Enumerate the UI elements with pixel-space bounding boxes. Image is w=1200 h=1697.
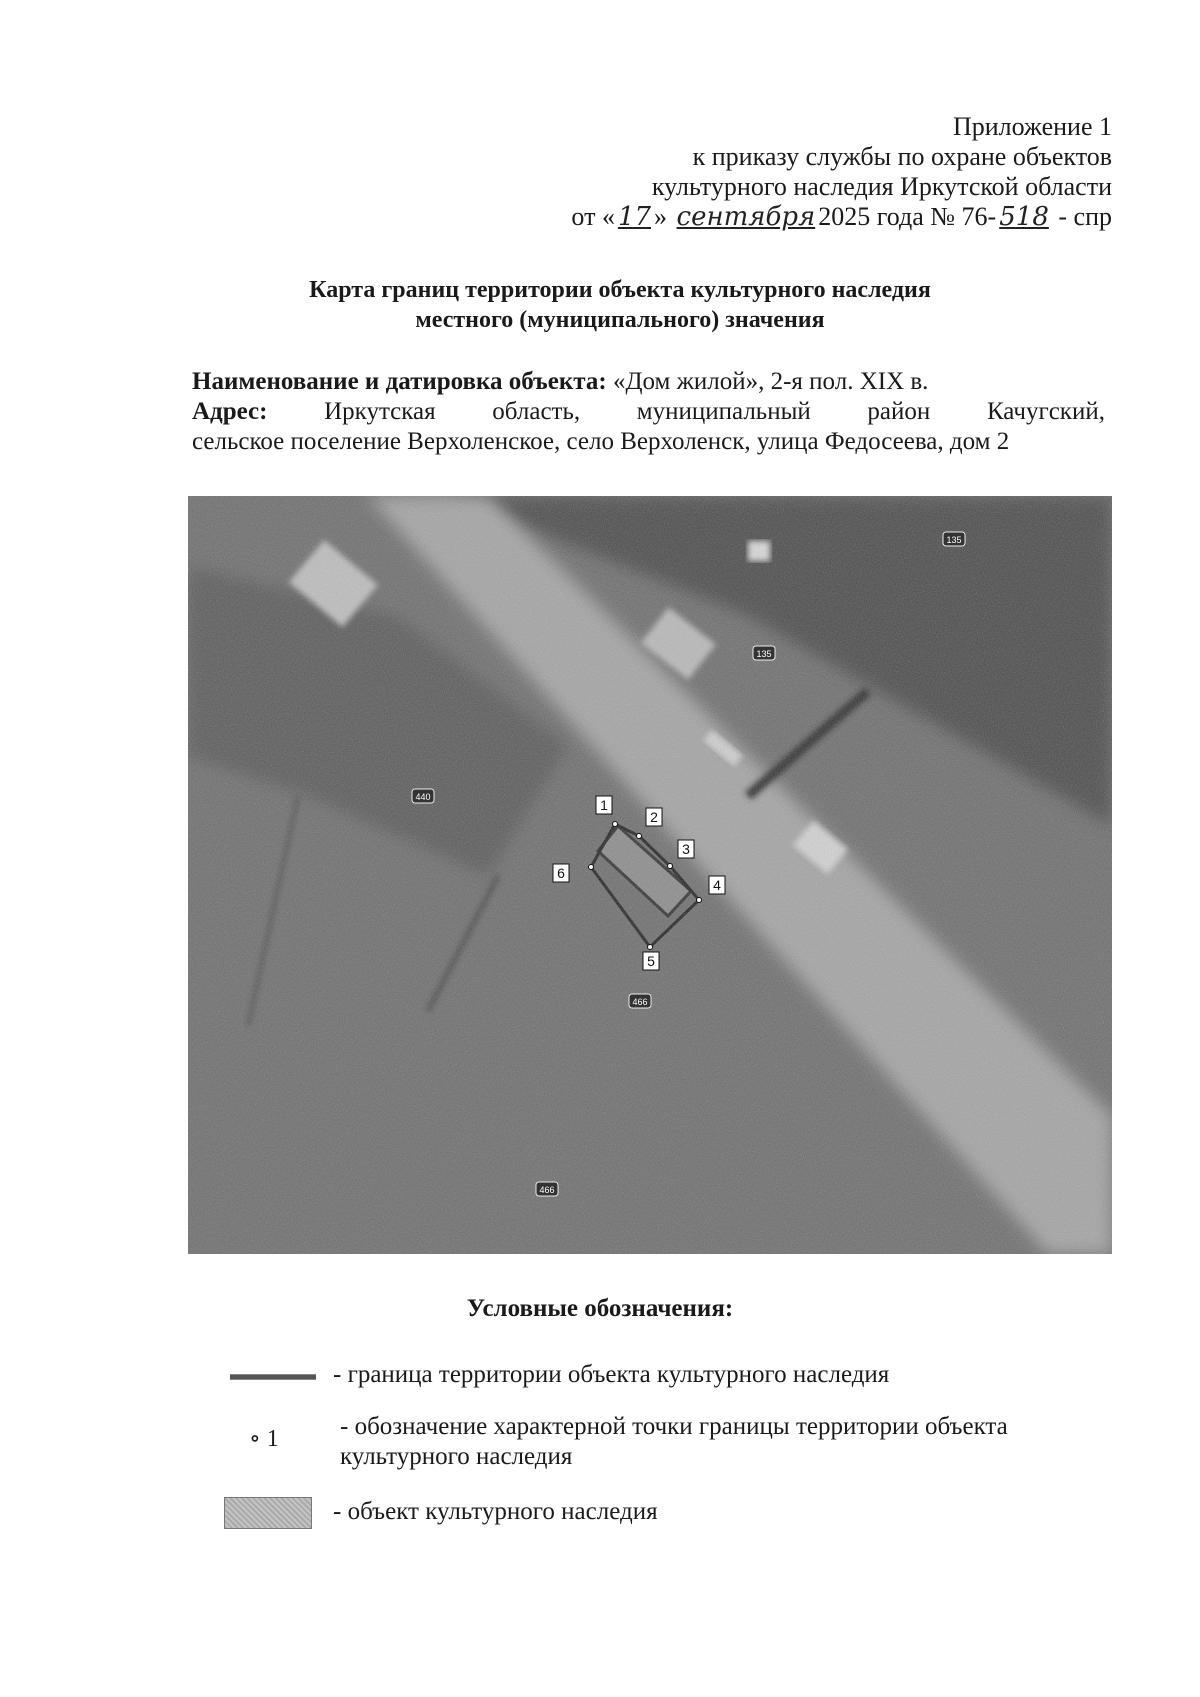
address-row — [192, 397, 1105, 427]
parcel-number: 135 — [756, 649, 772, 659]
year-text: 2025 года № 76- — [818, 202, 997, 231]
address-label: Адрес: — [192, 398, 268, 425]
parcel-label — [943, 532, 965, 546]
order-suffix: - спр — [1051, 202, 1112, 231]
address-word: область, — [492, 398, 581, 425]
legend-boundary-text: - граница территории объекта культурного наследия — [333, 1361, 890, 1388]
appendix-authority-line: культурного наследия Иркутской области — [651, 172, 1112, 201]
object-name-row — [192, 367, 1105, 397]
address-word: муниципальный — [636, 398, 811, 425]
date-mid: » — [654, 202, 668, 231]
parcel-label — [629, 994, 651, 1008]
legend-point-text — [340, 1412, 1008, 1472]
boundary-point-marker — [668, 864, 673, 869]
handwritten-order-number: 518 — [999, 202, 1049, 232]
appendix-title: Приложение 1 — [952, 112, 1112, 141]
object-info — [192, 367, 1105, 457]
map-grain — [188, 496, 1112, 1254]
parcel-label — [753, 646, 775, 660]
legend-point-sample: ∘ 1 — [249, 1426, 279, 1452]
address-word: район — [867, 398, 931, 425]
appendix-header — [412, 112, 1112, 232]
boundary-point-number: 3 — [682, 841, 690, 857]
legend-object-swatch — [224, 1497, 312, 1529]
boundary-point-marker — [637, 834, 642, 839]
parcel-number: 466 — [632, 997, 648, 1007]
legend-object-text: - объект культурного наследия — [333, 1498, 658, 1525]
parcel-number: 135 — [946, 535, 962, 545]
boundary-point-marker — [648, 945, 653, 950]
address-word: Качугский, — [986, 398, 1105, 425]
parcel-number: 466 — [539, 1185, 555, 1195]
document-title-line1: Карта границ территории объекта культурного наследия — [309, 277, 931, 303]
document-title — [190, 275, 1050, 335]
satellite-map — [188, 496, 1112, 1254]
boundary-point-marker — [589, 865, 594, 870]
parcel-label — [536, 1182, 558, 1196]
appendix-date-line — [412, 202, 1112, 232]
legend-point-text-line1: - обозначение характерной точки границы территории объекта — [340, 1413, 1008, 1440]
boundary-point-number: 6 — [557, 865, 565, 881]
object-name-value: «Дом жилой», 2-я пол. XIX в. — [612, 368, 929, 395]
boundary-point-marker — [697, 898, 702, 903]
boundary-point-number: 5 — [647, 953, 655, 969]
boundary-point-marker — [613, 822, 618, 827]
boundary-point-number: 1 — [600, 797, 608, 813]
address-line2: сельское поселение Верхоленское, село Верхоленск, улица Федосеева, дом 2 — [192, 428, 1010, 455]
legend-title: Условные обозначения: — [466, 1295, 734, 1322]
parcel-number: 440 — [415, 792, 431, 802]
legend-point-text-line2: культурного наследия — [340, 1443, 573, 1470]
appendix-order-line: к приказу службы по охране объектов — [692, 142, 1112, 171]
boundary-point-number: 2 — [650, 809, 658, 825]
handwritten-day: 17 — [617, 202, 652, 232]
map-canvas — [188, 496, 1112, 1254]
handwritten-month: сентября — [676, 202, 816, 232]
legend-boundary-sample — [230, 1374, 316, 1380]
boundary-point-number: 4 — [713, 877, 721, 893]
document-title-line2: местного (муниципального) значения — [415, 307, 825, 333]
object-name-label: Наименование и датировка объекта: — [192, 368, 607, 395]
address-word: Иркутская — [324, 398, 436, 425]
date-prefix: от « — [571, 202, 615, 231]
parcel-label — [412, 789, 434, 803]
